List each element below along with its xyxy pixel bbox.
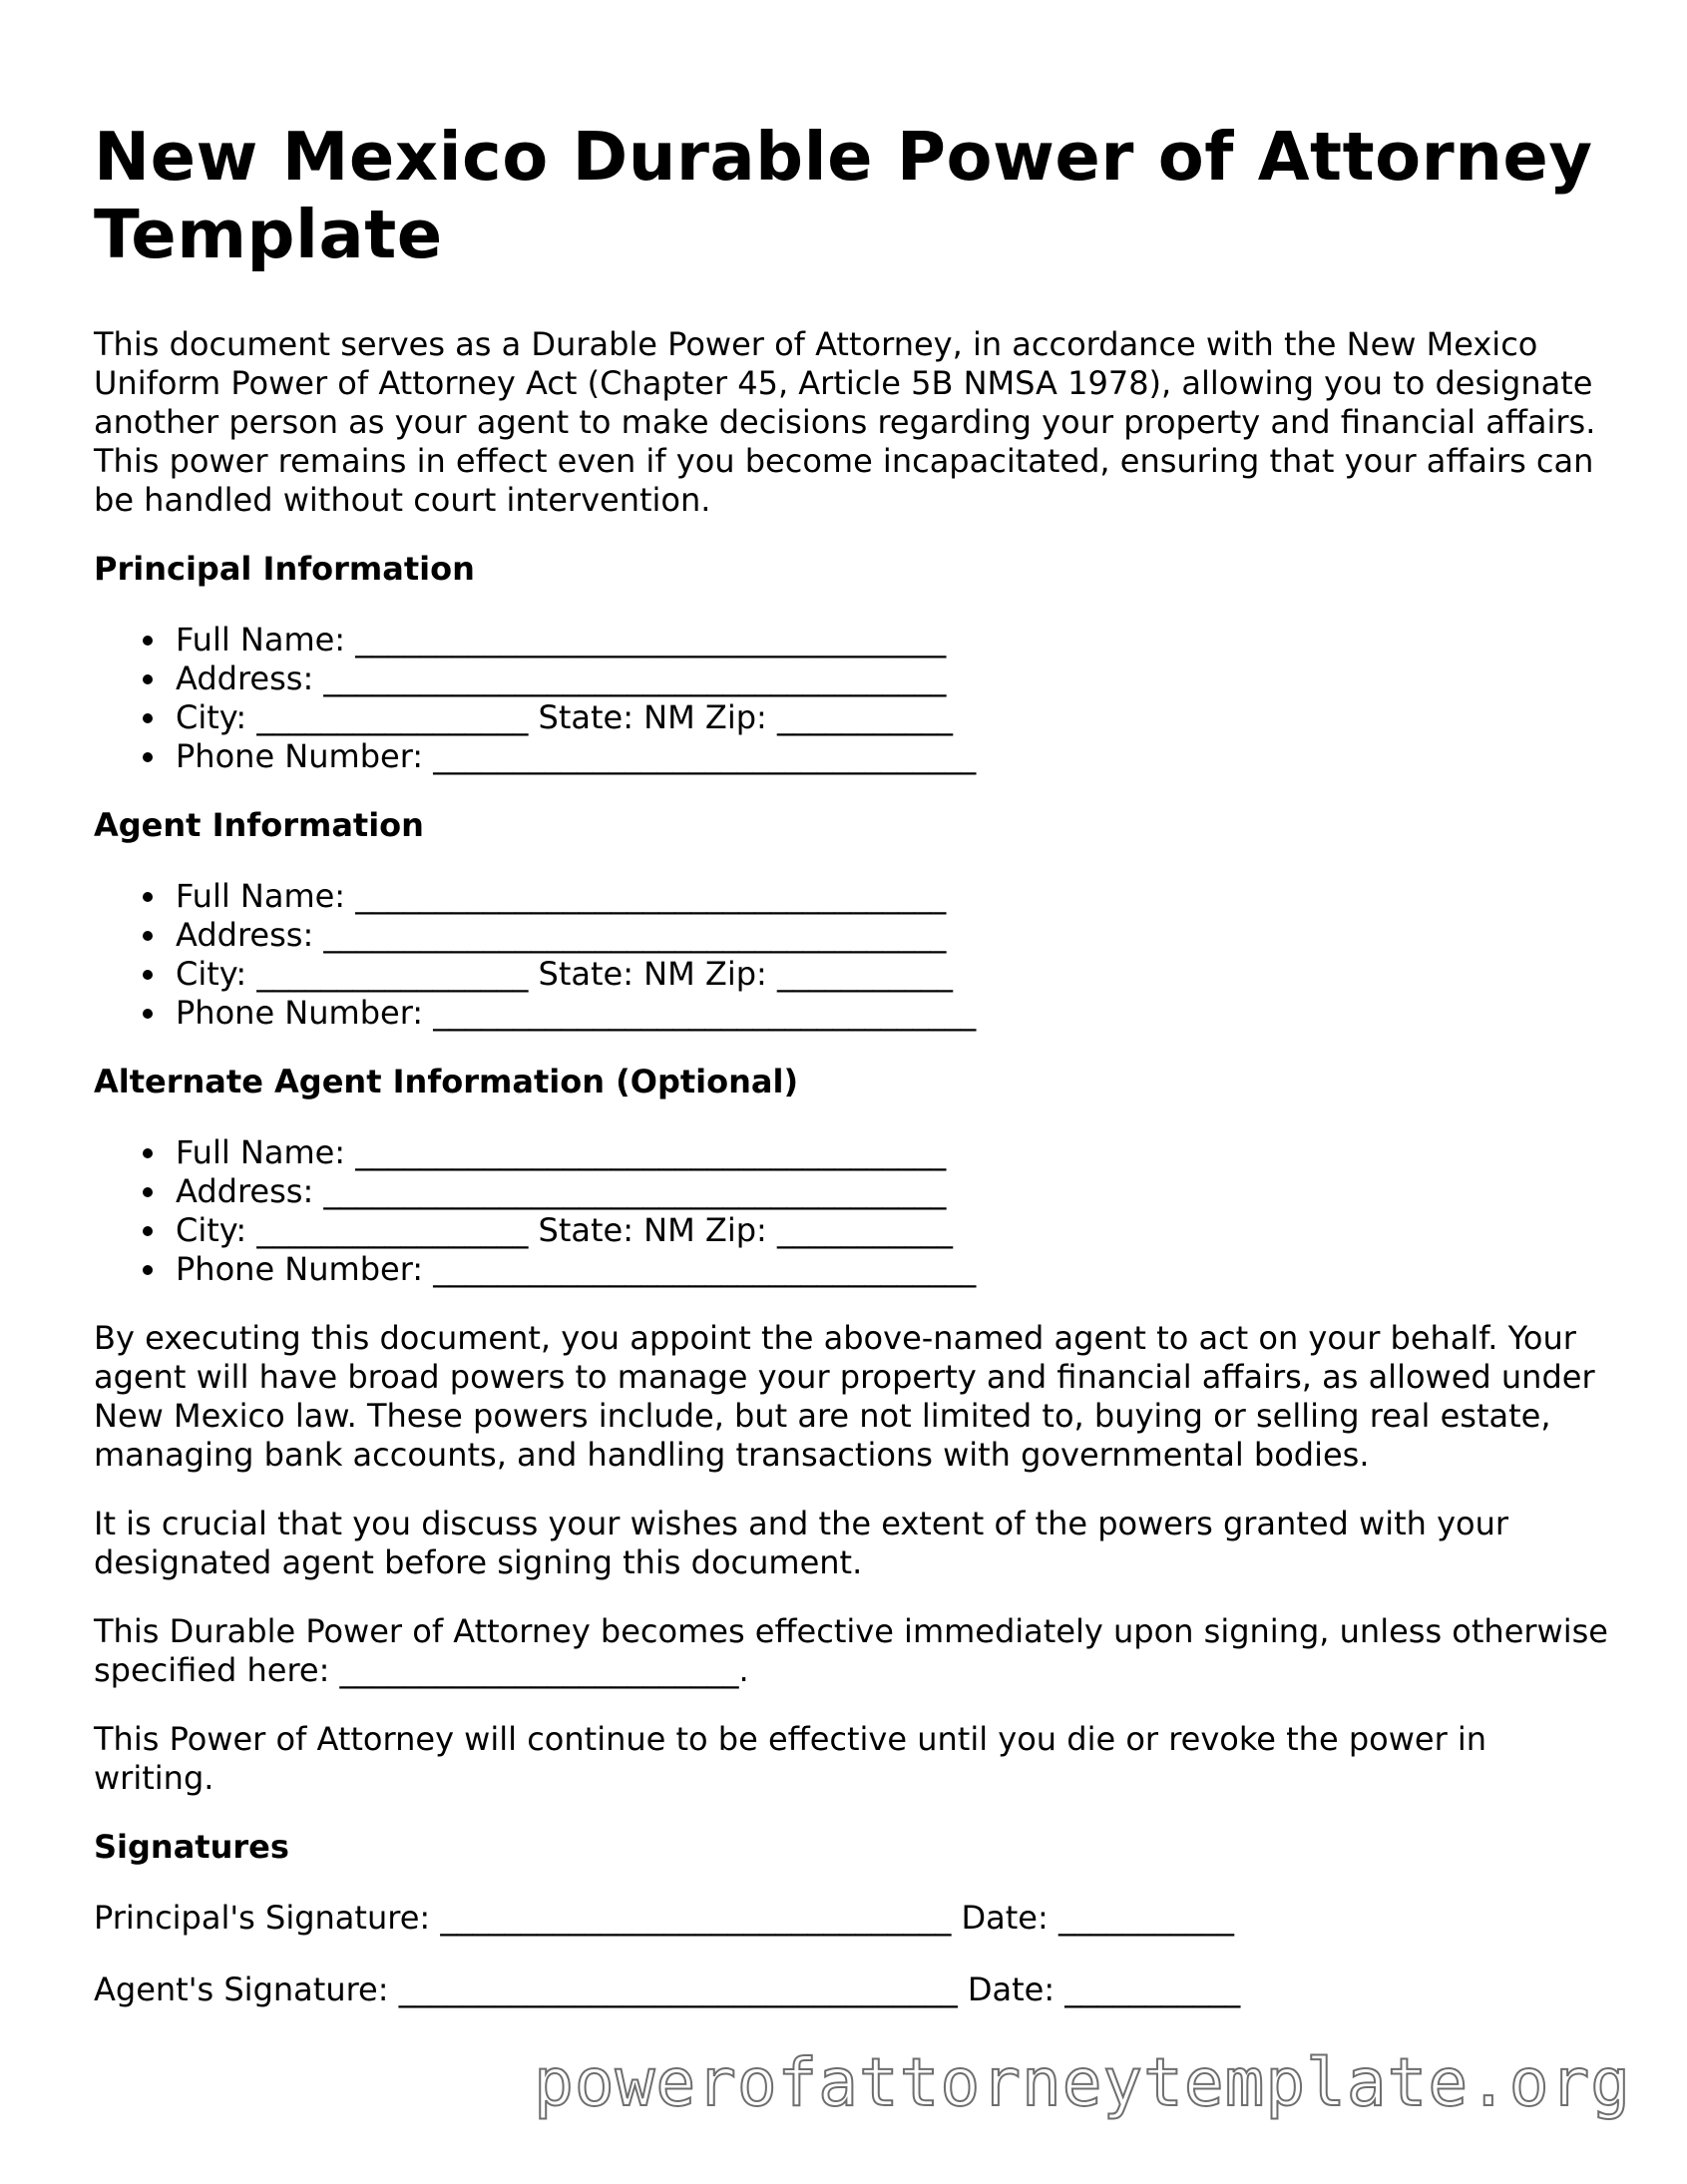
principal-fields — [94, 621, 1610, 776]
agent-fields — [94, 877, 1610, 1033]
alternate-agent-fields — [94, 1133, 1610, 1289]
principal-heading: Principal Information — [94, 550, 475, 588]
alternate-agent-address-field: Address: _______________________________________ — [176, 1172, 1610, 1211]
intro-paragraph: This document serves as a Durable Power of Attorney, in accordance with the New Mexico Uniform Power of Attorney Act (Chapter 45, Article 5B NMSA 1978), allowing you to designate another person as your agent to make decisions regarding your property and financial affairs. This power remains in effect even if you become incapacitated, ensuring that your affairs can be handled without court intervention. — [94, 325, 1596, 519]
principal-signature-line: Principal's Signature: ________________________________ Date: ___________ — [94, 1899, 1234, 1937]
powers-paragraph: By executing this document, you appoint the above-named agent to act on your behalf. Your agent will have broad powers to manage your property and financial affairs, as allowed under New Mexico law. These powers include, but are not limited to, buying or selling real estate, managing bank accounts, and handling transactions with governmental bodies. — [94, 1319, 1595, 1474]
agent-phone-field: Phone Number: __________________________________ — [176, 994, 1610, 1033]
document-page — [94, 118, 1610, 2042]
discuss-paragraph: It is crucial that you discuss your wishes and the extent of the powers granted with your designated agent before signing this document. — [94, 1505, 1509, 1581]
agent-full-name-field: Full Name: _____________________________________ — [176, 877, 1610, 916]
alternate-agent-city-state-zip-field: City: _________________ State: NM Zip: ___________ — [176, 1211, 1610, 1250]
agent-address-field: Address: _______________________________________ — [176, 916, 1610, 955]
agent-signature-line: Agent's Signature: ___________________________________ Date: ___________ — [94, 1970, 1241, 2008]
principal-address-field: Address: _______________________________________ — [176, 659, 1610, 698]
site-watermark: powerofattorneytemplate.org — [534, 2044, 1631, 2121]
document-title: New Mexico Durable Power of Attorney Template — [94, 118, 1593, 273]
effective-paragraph: This Durable Power of Attorney becomes effective immediately upon signing, unless otherwise specified here: _________________________. — [94, 1612, 1608, 1689]
principal-phone-field: Phone Number: __________________________________ — [176, 737, 1610, 776]
principal-city-state-zip-field: City: _________________ State: NM Zip: ___________ — [176, 698, 1610, 737]
alternate-agent-full-name-field: Full Name: _____________________________________ — [176, 1133, 1610, 1172]
signatures-heading: Signatures — [94, 1828, 289, 1866]
agent-heading: Agent Information — [94, 806, 424, 844]
continue-paragraph: This Power of Attorney will continue to be effective until you die or revoke the power in writing. — [94, 1720, 1487, 1797]
agent-city-state-zip-field: City: _________________ State: NM Zip: ___________ — [176, 955, 1610, 994]
alternate-agent-phone-field: Phone Number: __________________________________ — [176, 1250, 1610, 1289]
principal-full-name-field: Full Name: _____________________________________ — [176, 621, 1610, 659]
alternate-agent-heading: Alternate Agent Information (Optional) — [94, 1063, 799, 1100]
